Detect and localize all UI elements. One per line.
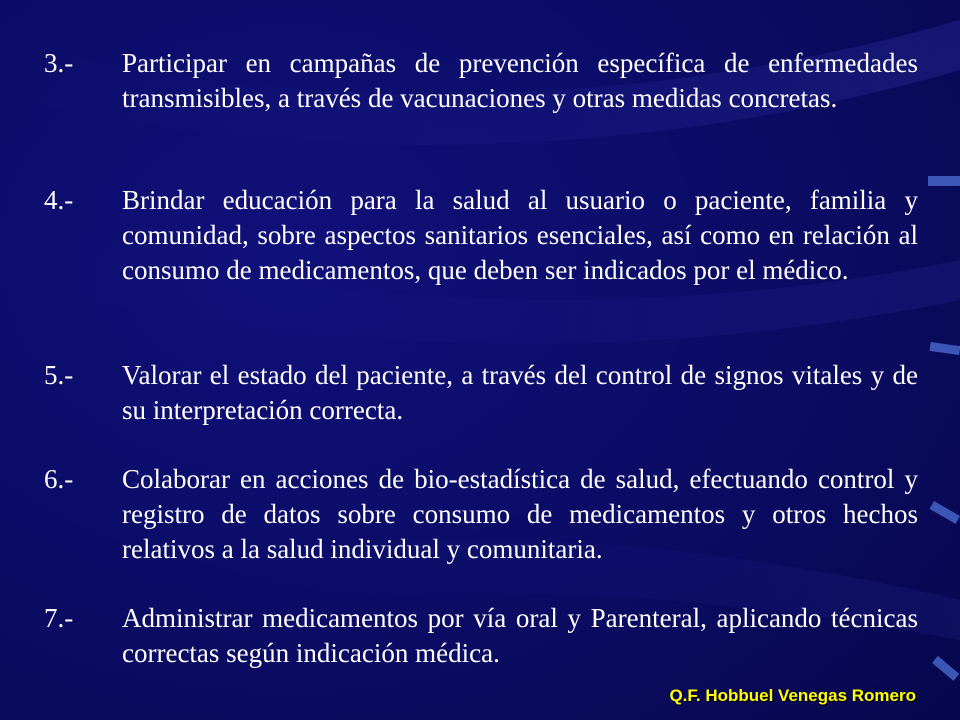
item-text: Participar en campañas de prevención específica de enfermedades transmisibles, a través de vacunaciones y otras medidas concretas. [122, 48, 918, 113]
item-number: 3.- [44, 48, 74, 78]
list-item [44, 358, 918, 428]
item-number: 6.- [44, 464, 74, 494]
item-number: 4.- [44, 185, 74, 215]
item-text: Valorar el estado del paciente, a través del control de signos vitales y de su interpretación correcta. [122, 360, 918, 425]
item-text: Administrar medicamentos por vía oral y Parenteral, aplicando técnicas correctas según indicación médica. [122, 603, 918, 668]
list-item [44, 183, 918, 288]
item-number: 5.- [44, 360, 74, 390]
list-item [44, 46, 918, 116]
author-footer: Q.F. Hobbuel Venegas Romero [669, 686, 916, 705]
list-item [44, 601, 918, 671]
list-item [44, 462, 918, 567]
item-number: 7.- [44, 603, 74, 633]
item-text: Colaborar en acciones de bio-estadística de salud, efectuando control y registro de datos sobre consumo de medicamentos y otros hechos relativos a la salud individual y comunitaria. [122, 464, 918, 564]
item-text: Brindar educación para la salud al usuario o paciente, familia y comunidad, sobre aspectos sanitarios esenciales, así como en relación al consumo de medicamentos, que deben ser indicados por el médico. [122, 185, 918, 285]
